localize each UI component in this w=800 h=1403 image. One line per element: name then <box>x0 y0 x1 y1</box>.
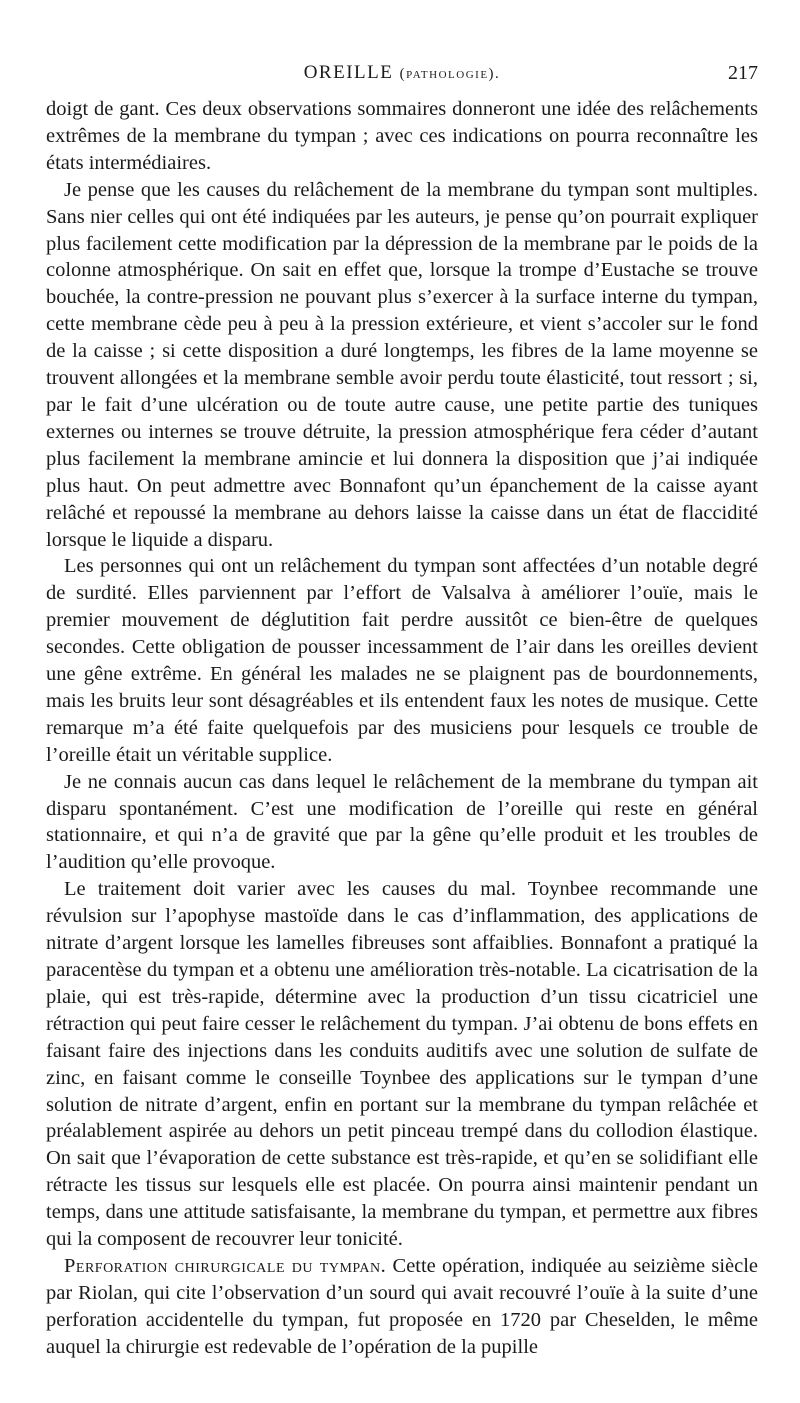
page-number: 217 <box>728 62 758 84</box>
body-text <box>46 96 758 1361</box>
paragraph-2: Je pense que les causes du relâchement de la membrane du tympan sont multiples. Sans nier celles qui ont été indiquées par les auteurs, je pense qu’on pourrait expliquer plus facilement cette modification par la dépression de la membrane par le poids de la colonne atmosphérique. On sait en effet que, lorsque la trompe d’Eustache se trouve bouchée, la contre-pression ne pouvant plus s’exercer à la surface interne du tympan, cette membrane cède peu à peu à la pression extérieure, et vient s’accoler sur le fond de la caisse ; si cette disposition a duré longtemps, les fibres de la lame moyenne se trouvent allongées et la membrane semble avoir perdu toute élasticité, tout ressort ; si, par le fait d’une ulcération ou de toute autre cause, une petite partie des tuniques externes ou internes se trouve détruite, la pression atmosphérique fera céder d’autant plus facilement la membrane amincie et lui donnera la disposition que j’ai indiquée plus haut. On peut admettre avec Bonnafont qu’un épanchement de la caisse ayant relâché et repoussé la membrane au dehors laisse la caisse dans un état de flaccidité lorsque le liquide a disparu. <box>46 178 758 551</box>
paragraph-6-text: Cette opération, indiquée au seizième siècle par Riolan, qui cite l’observation d’un sourd qui avait recouvré l’ouïe à la suite d’une perforation accidentelle du tympan, fut proposée en 1720 par Cheselden, le même auquel la chirurgie est redevable de l’opération de la pupille <box>46 1254 759 1358</box>
paragraph-4: Je ne connais aucun cas dans lequel le relâchement de la membrane du tympan ait disparu spontanément. C’est une modification de l’oreille qui reste en général stationnaire, et qui n’a de gravité que par la gêne qu’elle produit et les troubles de l’audition qu’elle provoque. <box>46 770 758 874</box>
paragraph-1: doigt de gant. Ces deux observations sommaires donneront une idée des relâchements extrêmes de la membrane du tympan ; avec ces indications on pourra reconnaître les états intermédiaires. <box>46 98 758 174</box>
running-head-title: OREILLE <box>303 62 394 83</box>
section-heading: Perforation chirurgicale du tympan. <box>64 1254 387 1277</box>
paragraph-5: Le traitement doit varier avec les causes du mal. Toynbee recommande une révulsion sur l’apophyse mastoïde dans le cas d’inflammation, des applications de nitrate d’argent lorsque les lamelles fibreuses sont affaiblies. Bonnafont a pratiqué la paracentèse du tympan et a obtenu une amélioration très-notable. La cicatrisation de la plaie, qui est très-rapide, détermine avec la production d’un tissu cicatriciel une rétraction qui peut faire cesser le relâchement du tympan. J’ai obtenu de bons effets en faisant faire des injections dans les conduits auditifs avec une solution de sulfate de zinc, en faisant comme le conseille Toynbee des applications sur le tympan d’une solution de nitrate d’argent, enfin en portant sur la membrane du tympan relâchée et préalablement aspirée au dehors un petit pinceau trempé dans du collodion élastique. On sait que l’évaporation de cette substance est très-rapide, et qu’en se solidifiant elle rétracte les tissus sur lesquels elle est placée. On pourra ainsi maintenir pendant un temps, dans une attitude satisfaisante, la membrane du tympan, et permettre aux fibres qui la composent de recouvrer leur tonicité. <box>46 878 758 1251</box>
book-page <box>46 60 758 1361</box>
running-head <box>46 62 758 84</box>
page-header <box>46 60 758 96</box>
paragraph-3: Les personnes qui ont un relâchement du tympan sont affectées d’un notable degré de surdité. Elles parviennent par l’effort de Valsalva à améliorer l’ouïe, mais le premier mouvement de déglutition fait perdre aussitôt ce bien-être de quelques secondes. Cette obligation de pousser incessamment de l’air dans les oreilles devient une gêne extrême. En général les malades ne se plaignent pas de bourdonnements, mais les bruits leur sont désagréables et ils entendent faux les notes de musique. Cette remarque m’a été faite quelquefois par des musiciens pour lesquels ce trouble de l’oreille était un véritable supplice. <box>46 555 758 766</box>
running-head-subtitle: (pathologie). <box>399 66 501 82</box>
paragraph-6 <box>46 1253 758 1361</box>
